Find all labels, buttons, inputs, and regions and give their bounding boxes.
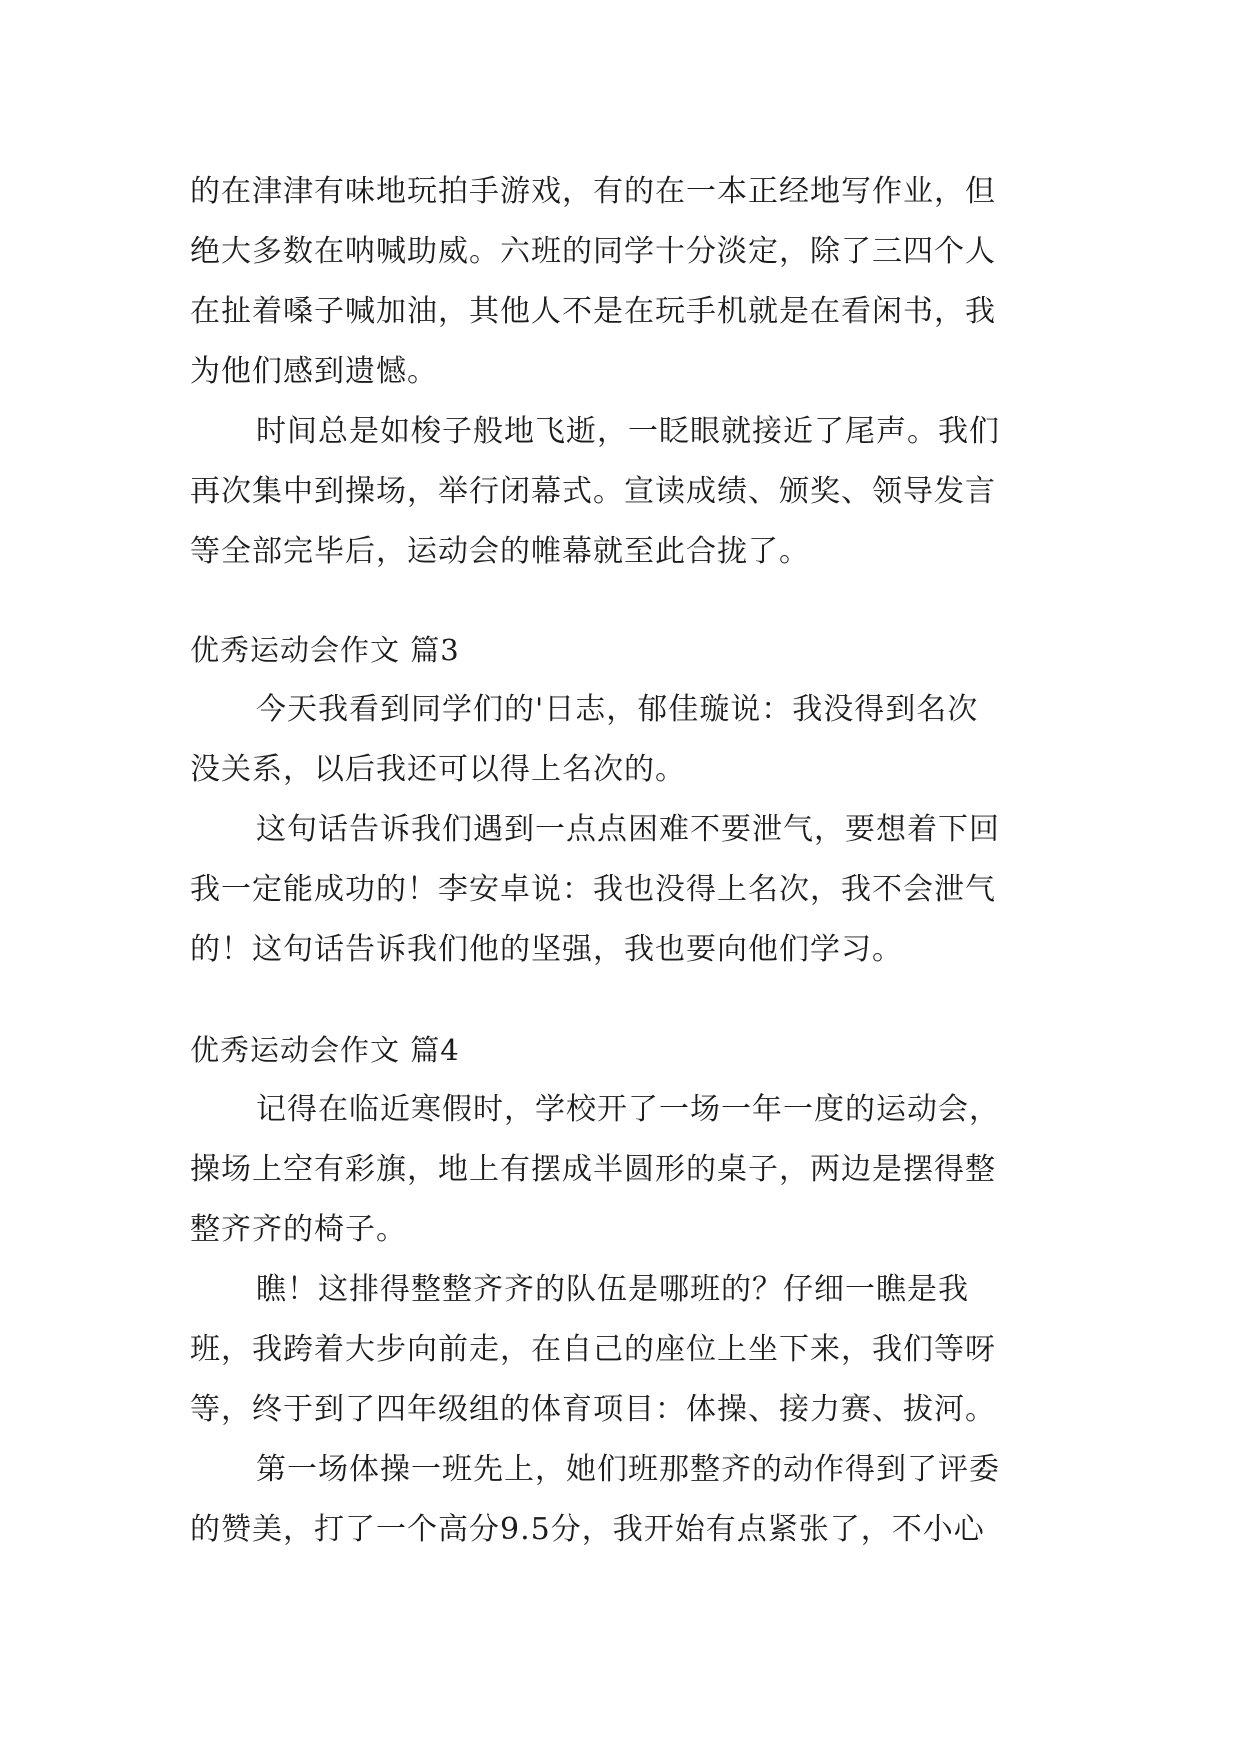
paragraph-start-line: 第一场体操一班先上，她们班那整齐的动作得到了评委 xyxy=(256,1452,1000,1487)
paragraph-start-line: 今天我看到同学们的'日志，郁佳璇说：我没得到名次 xyxy=(256,692,979,727)
text-line: 整齐齐的椅子。 xyxy=(190,1212,407,1247)
text-line: 在扯着嗓子喊加油，其他人不是在玩手机就是在看闲书，我 xyxy=(190,294,996,329)
text-line: 为他们感到遗憾。 xyxy=(190,354,438,389)
paragraph-start-line: 这句话告诉我们遇到一点点困难不要泄气，要想着下回 xyxy=(256,812,1000,847)
text-line: 等，终于到了四年级组的体育项目：体操、接力赛、拔河。 xyxy=(190,1392,996,1427)
section-heading: 优秀运动会作文 篇3 xyxy=(190,633,460,667)
text-line: 我一定能成功的！李安卓说：我也没得上名次，我不会泄气 xyxy=(190,872,996,907)
text-line: 班，我跨着大步向前走，在自己的座位上坐下来，我们等呀 xyxy=(190,1332,996,1367)
paragraph-start-line: 时间总是如梭子般地飞逝，一眨眼就接近了尾声。我们 xyxy=(256,414,1000,449)
text-line: 的！这句话告诉我们他的坚强，我也要向他们学习。 xyxy=(190,932,903,967)
text-line: 绝大多数在呐喊助威。六班的同学十分淡定，除了三四个人 xyxy=(190,234,996,269)
text-line: 操场上空有彩旗，地上有摆成半圆形的桌子，两边是摆得整 xyxy=(190,1152,996,1187)
text-line: 等全部完毕后，运动会的帷幕就至此合拢了。 xyxy=(190,534,810,569)
section-heading: 优秀运动会作文 篇4 xyxy=(190,1033,460,1067)
text-line: 的赞美，打了一个高分9.5分，我开始有点紧张了，不小心 xyxy=(190,1512,985,1547)
text-line: 没关系，以后我还可以得上名次的。 xyxy=(190,752,686,787)
paragraph-start-line: 记得在临近寒假时，学校开了一场一年一度的运动会， xyxy=(256,1092,1000,1127)
text-line: 再次集中到操场，举行闭幕式。宣读成绩、颁奖、领导发言 xyxy=(190,474,996,509)
paragraph-start-line: 瞧！这排得整整齐齐的队伍是哪班的？仔细一瞧是我 xyxy=(256,1272,969,1307)
text-line: 的在津津有味地玩拍手游戏，有的在一本正经地写作业，但 xyxy=(190,174,996,209)
